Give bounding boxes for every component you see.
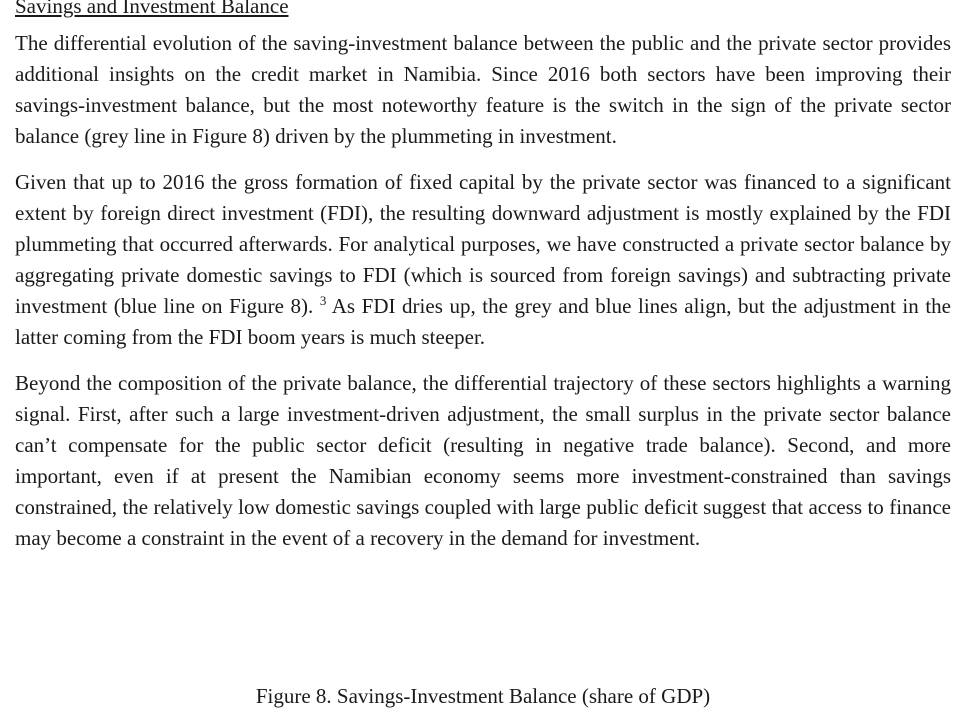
paragraph-text: As FDI dries up, the grey and blue lines align, but the adjustment in the latter coming from the FDI boom years is much steeper. (15, 294, 951, 349)
paragraph-warning-signal: Beyond the composition of the private balance, the differential trajectory of these sectors highlights a warning signal. First, after such a large investment-driven adjustment, the small surplus in the private sector balance can’t compensate for the public sector deficit (resulting in negative trade balance). Second, and more important, even if at present the Namibian economy seems more investment-constrained than savings constrained, the relatively low domestic savings coupled with large public deficit suggest that access to finance may become a constraint in the event of a recovery in the demand for investment. (15, 371, 951, 550)
paragraph-fdi-adjustment (15, 167, 951, 353)
paragraph-saving-investment-evolution: The differential evolution of the saving-investment balance between the public and the private sector provides additional insights on the credit market in Namibia. Since 2016 both sectors have been improving their savings-investment balance, but the most noteworthy feature is the switch in the sign of the private sector balance (grey line in Figure 8) driven by the plummeting in investment. (15, 31, 951, 148)
paragraph-text: Given that up to 2016 the gross formation of fixed capital by the private sector was financed to a significant extent by foreign direct investment (FDI), the resulting downward adjustment is mostly explained by the FDI plummeting that occurred afterwards. For analytical purposes, we have constructed a private sector balance by aggregating private domestic savings to FDI (which is sourced from foreign savings) and subtracting private investment (blue line on Figure 8). (15, 170, 951, 318)
footnote-reference[interactable]: 3 (319, 293, 327, 308)
figure-caption: Figure 8. Savings-Investment Balance (share of GDP) (255, 684, 711, 708)
section-heading: Savings and Investment Balance (15, 0, 289, 18)
document-body (15, 0, 951, 569)
